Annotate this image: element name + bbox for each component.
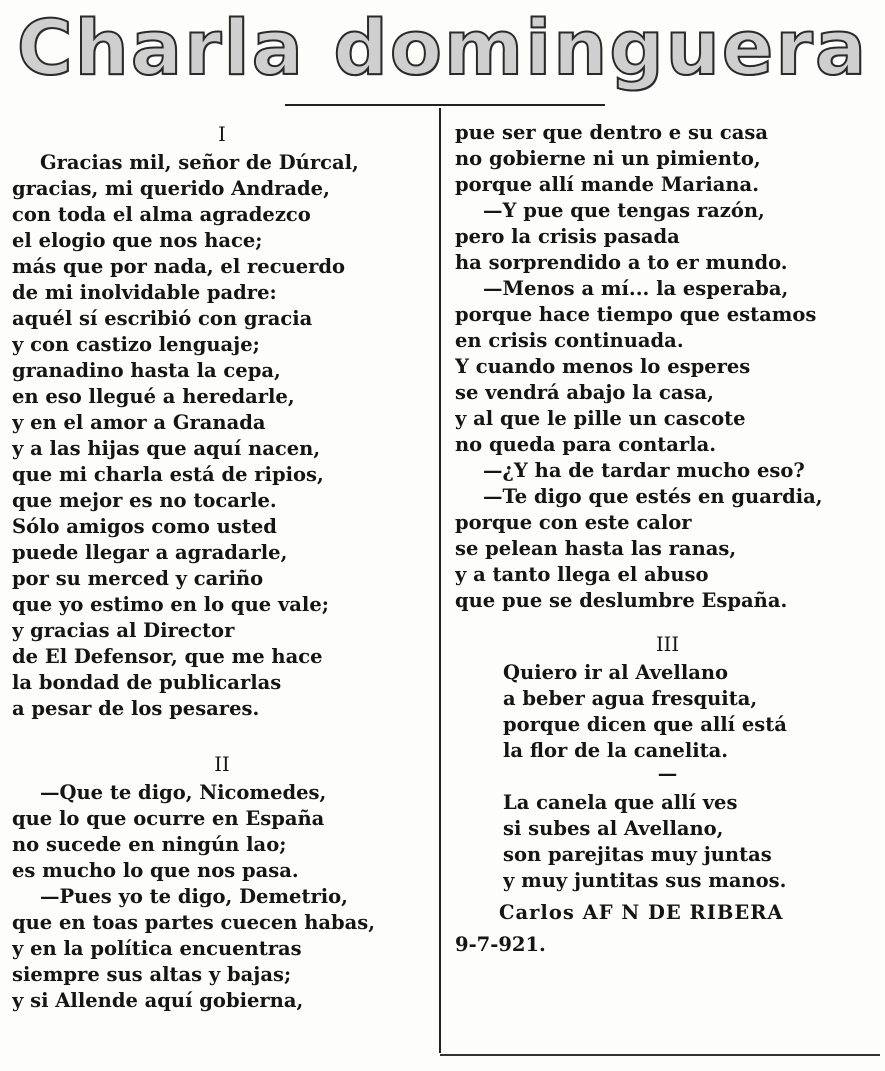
verse-line: se pelean hasta las ranas, xyxy=(455,537,737,560)
verse-line: es mucho lo que nos pasa. xyxy=(12,859,299,882)
stanza-2 xyxy=(455,790,880,894)
verse-line: que pue se deslumbre España. xyxy=(455,589,788,612)
verse-line: y al que le pille un cascote xyxy=(455,407,746,430)
verse-line: siempre sus altas y bajas; xyxy=(12,963,292,986)
verse-line: —Y pue que tengas razón, xyxy=(483,199,765,222)
left-column xyxy=(12,120,432,1014)
verse-line: en eso llegué a heredarle, xyxy=(12,385,295,408)
verse-line: de mi inolvidable padre: xyxy=(12,281,277,304)
verse-line: y si Allende aquí gobierna, xyxy=(12,989,304,1012)
verse-line: no sucede en ningún lao; xyxy=(12,833,287,856)
section-2-continued-verses xyxy=(455,120,880,614)
verse-line: gracias, mi querido Andrade, xyxy=(12,177,330,200)
verse-line: porque con este calor xyxy=(455,511,692,534)
verse-line: porque allí mande Mariana. xyxy=(455,173,759,196)
verse-line: no gobierne ni un pimiento, xyxy=(455,147,761,170)
verse-line: se vendrá abajo la casa, xyxy=(455,381,714,404)
verse-line: que yo estimo en lo que vale; xyxy=(12,593,329,616)
verse-line: puede llegar a agradarle, xyxy=(12,541,288,564)
verse-line: que en toas partes cuecen habas, xyxy=(12,911,376,934)
verse-line: que mi charla está de ripios, xyxy=(12,463,324,486)
date-line: 9-7-921. xyxy=(455,933,546,956)
section-number: I xyxy=(218,123,226,146)
verse-line: y con castizo lenguaje; xyxy=(12,333,260,356)
verse-line: pue ser que dentro e su casa xyxy=(455,121,769,144)
verse-line: ha sorprendido a to er mundo. xyxy=(455,251,788,274)
title-rule xyxy=(285,104,605,106)
verse-line: —Menos a mí... la esperaba, xyxy=(483,277,789,300)
verse-line: —Te digo que estés en guardia, xyxy=(483,485,823,508)
verse-line: Quiero ir al Avellano xyxy=(503,661,729,684)
verse-line: la bondad de publicarlas xyxy=(12,671,282,694)
verse-line: porque hace tiempo que estamos xyxy=(455,303,817,326)
verse-line: Gracias mil, señor de Dúrcal, xyxy=(40,151,359,174)
verse-line: Y cuando menos lo esperes xyxy=(455,355,751,378)
verse-line: con toda el alma agradezco xyxy=(12,203,311,226)
verse-line: y a tanto llega el abuso xyxy=(455,563,709,586)
verse-line: La canela que allí ves xyxy=(503,791,738,814)
verse-line: aquél sí escribió con gracia xyxy=(12,307,313,330)
verse-line: Sólo amigos como usted xyxy=(12,515,277,538)
verse-line: no queda para contarla. xyxy=(455,433,717,456)
verse-line: —Que te digo, Nicomedes, xyxy=(40,781,327,804)
verse-line: la flor de la canelita. xyxy=(503,739,729,762)
verse-line: a beber agua fresquita, xyxy=(503,687,758,710)
verse-line: granadino hasta la cepa, xyxy=(12,359,281,382)
stanza-1 xyxy=(455,660,880,764)
right-column xyxy=(455,120,880,958)
section-1-verses xyxy=(12,150,432,722)
verse-line: por su merced y cariño xyxy=(12,567,264,590)
verse-line: porque dicen que allí está xyxy=(503,713,787,736)
section-2-verses xyxy=(12,780,432,1014)
author-signature: Carlos AF N DE RIBERA xyxy=(499,901,784,924)
stanza-separator: — xyxy=(657,762,678,785)
verse-line: si subes al Avellano, xyxy=(503,817,724,840)
verse-line: que lo que ocurre en España xyxy=(12,807,325,830)
verse-line: a pesar de los pesares. xyxy=(12,697,260,720)
verse-line: —Pues yo te digo, Demetrio, xyxy=(40,885,348,908)
verse-line: pero la crisis pasada xyxy=(455,225,680,248)
section-number: III xyxy=(655,633,680,656)
verse-line: en crisis continuada. xyxy=(455,329,684,352)
section-number: II xyxy=(214,753,230,776)
verse-line: de El Defensor, que me hace xyxy=(12,645,323,668)
verse-line: y a las hijas que aquí nacen, xyxy=(12,437,321,460)
verse-line: y muy juntitas sus manos. xyxy=(503,869,787,892)
verse-line: —¿Y ha de tardar mucho eso? xyxy=(483,459,805,482)
verse-line: son parejitas muy juntas xyxy=(503,843,772,866)
verse-line: y en la política encuentras xyxy=(12,937,302,960)
verse-line: y gracias al Director xyxy=(12,619,235,642)
verse-line: el elogio que nos hace; xyxy=(12,229,263,252)
verse-line: que mejor es no tocarle. xyxy=(12,489,277,512)
column-divider xyxy=(439,108,441,1053)
page-title: Charla dominguera xyxy=(16,3,869,92)
verse-line: y en el amor a Granada xyxy=(12,411,266,434)
bottom-rule xyxy=(440,1054,880,1056)
verse-line: más que por nada, el recuerdo xyxy=(12,255,346,278)
